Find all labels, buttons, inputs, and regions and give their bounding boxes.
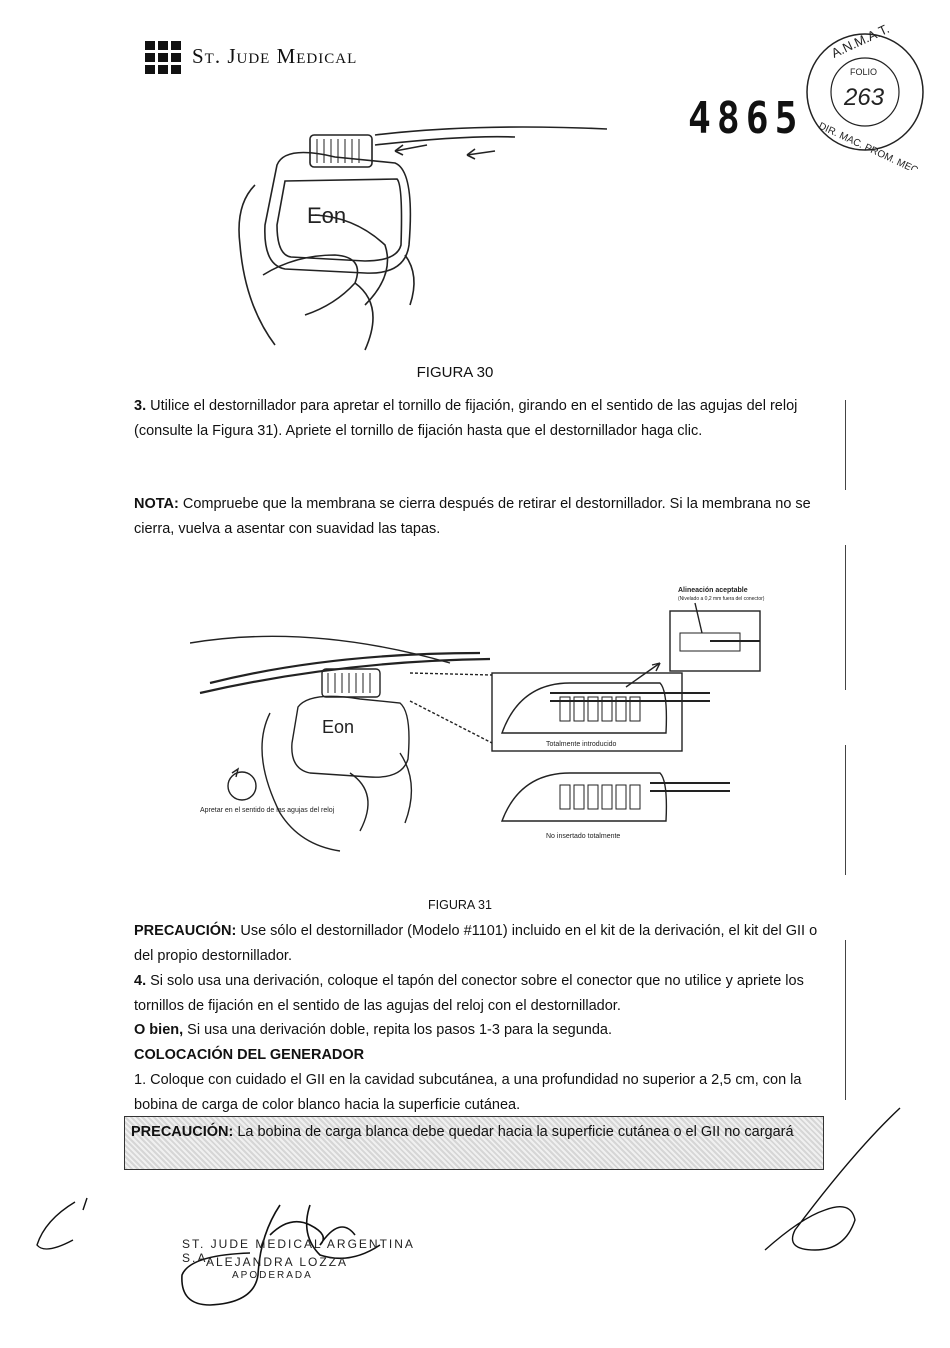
note-paragraph bbox=[134, 492, 824, 542]
figure-30-device-label: Eon bbox=[307, 203, 347, 228]
margin-mark bbox=[845, 745, 846, 875]
note-label: NOTA: bbox=[134, 496, 179, 512]
signature-title: APODERADA bbox=[232, 1270, 313, 1281]
alignment-label: Alineación aceptable bbox=[678, 587, 748, 594]
caution-2-label: PRECAUCIÓN: bbox=[131, 1124, 234, 1140]
signature-name: ALEJANDRA LOZZA bbox=[206, 1255, 349, 1269]
step-3-number: 3. bbox=[134, 398, 147, 414]
or-else-paragraph bbox=[134, 1018, 824, 1043]
section-heading: COLOCACIÓN DEL GENERADOR bbox=[134, 1047, 365, 1063]
or-else-label: O bien, bbox=[134, 1022, 184, 1038]
stamp-department: DIR. MAC. PROM. MEC. bbox=[816, 120, 923, 170]
step-4-paragraph bbox=[134, 969, 824, 1019]
caution-2-text: La bobina de carga blanca debe quedar hacia la superficie cutánea o el GII no cargará bbox=[233, 1124, 794, 1140]
folio-number: 4865 bbox=[688, 92, 804, 144]
figure-31-caption: FIGURA 31 bbox=[428, 898, 492, 912]
company-logo-icon bbox=[145, 41, 181, 75]
caution-1-label: PRECAUCIÓN: bbox=[134, 923, 237, 939]
or-else-text: Si usa una derivación doble, repita los pasos 1-3 para la segunda. bbox=[183, 1022, 612, 1038]
stamp-folio-value: 263 bbox=[844, 84, 885, 111]
not-inserted-label: No insertado totalmente bbox=[546, 833, 621, 840]
handwritten-initial bbox=[25, 1190, 115, 1260]
step-3-paragraph bbox=[134, 394, 824, 444]
company-name: St. Jude Medical bbox=[192, 44, 358, 68]
margin-mark bbox=[845, 545, 846, 690]
step-4-text: Si solo usa una derivación, coloque el tapón del conector sobre el conector que no utilice y apriete los tornillos de fijación en el sentido de las agujas del reloj con el destornillador. bbox=[134, 973, 804, 1014]
clockwise-label: Apretar en el sentido de las agujas del reloj bbox=[200, 807, 335, 814]
step-3-text: Utilice el destornillador para apretar el tornillo de fijación, girando en el sentido de las agujas del reloj (consulte la Figura 31). Apriete el tornillo de fijación hasta que el destornillador haga clic. bbox=[134, 398, 798, 439]
caution-1-text: Use sólo el destornillador (Modelo #1101) incluido en el kit de la derivación, el kit del GII o del propio destornillador. bbox=[134, 923, 818, 964]
caution-1-paragraph bbox=[134, 919, 824, 969]
figure-30-caption: FIGURA 30 bbox=[416, 364, 494, 381]
fully-inserted-label: Totalmente introducido bbox=[546, 741, 617, 748]
alignment-sublabel: (Nivelado a 0,2 mm fuera del conector) bbox=[678, 596, 765, 602]
margin-mark bbox=[845, 400, 846, 490]
figure-30-illustration bbox=[215, 105, 615, 355]
caution-2-box bbox=[124, 1116, 824, 1170]
step-1-paragraph: 1. Coloque con cuidado el GII en la cavidad subcutánea, a una profundidad no superior a 2,5 cm, con la bobina de carga de color blanco hacia la superficie cutánea. bbox=[134, 1072, 802, 1113]
handwritten-mark-right bbox=[755, 1100, 905, 1260]
stamp-agency: A.N.M.A.T. bbox=[828, 20, 892, 61]
figure-31-illustration bbox=[190, 583, 805, 853]
step-4-number: 4. bbox=[134, 973, 147, 989]
signature-company: ST. JUDE MEDICAL ARGENTINA S.A. bbox=[182, 1237, 415, 1265]
margin-mark bbox=[845, 940, 846, 1100]
signature-block bbox=[170, 1195, 430, 1310]
anmat-stamp bbox=[800, 20, 930, 170]
note-text: Compruebe que la membrana se cierra después de retirar el destornillador. Si la membrana no se cierra, vuelva a asentar con suavidad las tapas. bbox=[134, 496, 811, 537]
stamp-folio-label: FOLIO bbox=[850, 67, 878, 77]
figure-31-device-label: Eon bbox=[322, 717, 355, 737]
